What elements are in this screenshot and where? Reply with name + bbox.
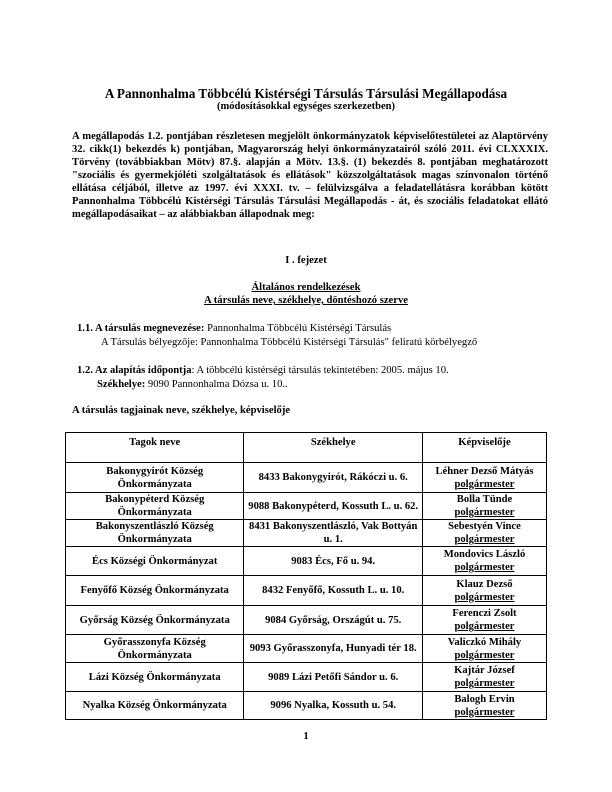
table-row bbox=[66, 692, 547, 720]
table-row bbox=[66, 663, 547, 692]
member-seat: 9083 Écs, Fő u. 94. bbox=[244, 547, 423, 576]
member-name: Fenyőfő Község Önkormányzata bbox=[66, 576, 244, 606]
item-1-2 bbox=[77, 365, 449, 376]
table-row bbox=[66, 463, 547, 493]
member-rep: Bolla Tünde polgármester bbox=[422, 493, 546, 520]
header-members-name: Tagok neve bbox=[66, 433, 244, 463]
stamp-line bbox=[101, 337, 477, 348]
section-title-general: Általános rendelkezések bbox=[251, 282, 361, 293]
member-name: Győrság Község Önkormányzata bbox=[66, 606, 244, 635]
item-1-2-value: : A többcélú kistérségi társulás tekintetében: 2005. május 10. bbox=[191, 365, 449, 376]
table-row bbox=[66, 547, 547, 576]
member-rep: Mondovics László polgármester bbox=[422, 547, 546, 576]
section-title-name-seat: A társulás neve, székhelye, döntéshozó szerve bbox=[204, 295, 408, 306]
member-seat: 9089 Lázi Petőfi Sándor u. 6. bbox=[244, 663, 423, 692]
table-row bbox=[66, 606, 547, 635]
stamp-value: Pannonhalma Többcélú Kistérségi Társulás" feliratú körbélyegző bbox=[200, 337, 478, 348]
seat-line bbox=[97, 379, 288, 390]
member-name: Bakonyszentlászló Község Önkormányzata bbox=[66, 520, 244, 547]
item-1-1 bbox=[77, 323, 391, 334]
seat-label: Székhelye: bbox=[97, 379, 146, 390]
table-row bbox=[66, 576, 547, 606]
member-rep: Léhner Dezső Mátyás polgármester bbox=[422, 463, 546, 493]
member-seat: 8432 Fenyőfő, Kossuth L. u. 10. bbox=[244, 576, 423, 606]
member-rep: Klauz Dezső polgármester bbox=[422, 576, 546, 606]
document-subtitle: (módosításokkal egységes szerkezetben) bbox=[217, 101, 395, 112]
table-row bbox=[66, 520, 547, 547]
member-name: Lázi Község Önkormányzata bbox=[66, 663, 244, 692]
member-seat: 9096 Nyalka, Kossuth u. 54. bbox=[244, 692, 423, 720]
member-rep: Ferenczi Zsolt polgármester bbox=[422, 606, 546, 635]
member-rep: Kajtár József polgármester bbox=[422, 663, 546, 692]
chapter-heading: I . fejezet bbox=[285, 255, 327, 266]
header-representative: Képviselője bbox=[422, 433, 546, 463]
header-seat: Székhelye bbox=[244, 433, 423, 463]
item-1-1-label: 1.1. A társulás megnevezése: bbox=[77, 323, 205, 334]
member-seat: 9088 Bakonypéterd, Kossuth L. u. 62. bbox=[244, 493, 423, 520]
member-seat: 9084 Győrság, Országút u. 75. bbox=[244, 606, 423, 635]
table-row bbox=[66, 635, 547, 663]
member-name: Écs Községi Önkormányzat bbox=[66, 547, 244, 576]
item-1-1-value: Pannonhalma Többcélú Kistérségi Társulás bbox=[207, 323, 392, 334]
page-number: 1 bbox=[303, 731, 309, 742]
member-name: Bakonypéterd Község Önkormányzata bbox=[66, 493, 244, 520]
table-row bbox=[66, 493, 547, 520]
member-seat: 8433 Bakonygyirót, Rákóczi u. 6. bbox=[244, 463, 423, 493]
members-table bbox=[65, 432, 547, 720]
member-name: Nyalka Község Önkormányzata bbox=[66, 692, 244, 720]
intro-paragraph: A megállapodás 1.2. pontjában részletesen megjelölt önkormányzatok képviselőtestületei az Alaptörvény 32. cikk(1) bekezdés k) pontjában, Magyarország helyi önkormányzatairól szóló 2011. évi CLXXXIX. Törvény (továbbiakban Mötv) 87.§. alapján a Mötv. 13.§. (1) bekezdés 8. pontjában meghatározott "szociális és gyermekjóléti szolgáltatások és ellátások" közszolgáltatások magas színvonalon történő ellátása céljából, illetve az 1997. évi XXXI. tv. – felülvizsgálva a feladatellátásra korábban kötött Pannonhalma Többcélú Kistérségi Társulás Társulási Megállapodás - át, és szociális feladatokat ellátó megállapodásaikat – az alábbiakban állapodnak meg: bbox=[72, 131, 548, 220]
member-rep: Balogh Ervin polgármester bbox=[422, 692, 546, 720]
member-seat: 8431 Bakonyszentlászló, Vak Bottyán u. 1. bbox=[244, 520, 423, 547]
member-seat: 9093 Győrasszonyfa, Hunyadi tér 18. bbox=[244, 635, 423, 663]
members-heading: A társulás tagjainak neve, székhelye, képviselője bbox=[72, 405, 291, 416]
stamp-label: A Társulás bélyegzője: bbox=[101, 337, 198, 348]
member-rep: Sebestyén Vince polgármester bbox=[422, 520, 546, 547]
table-header-row bbox=[66, 433, 547, 463]
item-1-2-label: 1.2. Az alapítás időpontja bbox=[77, 365, 192, 376]
seat-value: 9090 Pannonhalma Dózsa u. 10.. bbox=[147, 379, 288, 390]
member-name: Győrasszonyfa Község Önkormányzata bbox=[66, 635, 244, 663]
member-rep: Valiczkó Mihály polgármester bbox=[422, 635, 546, 663]
document-title: A Pannonhalma Többcélú Kistérségi Társulás Társulási Megállapodása bbox=[104, 86, 508, 101]
member-name: Bakonygyirót Község Önkormányzata bbox=[66, 463, 244, 493]
